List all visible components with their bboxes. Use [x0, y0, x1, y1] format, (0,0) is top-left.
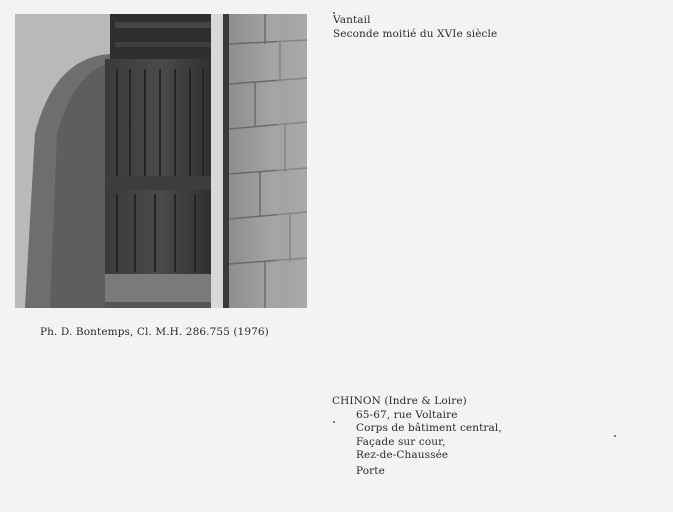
location-city: CHINON (Indre & Loire) — [332, 395, 467, 407]
speck-mark — [614, 435, 616, 437]
speck-mark — [333, 12, 335, 14]
speck-mark — [333, 421, 335, 423]
object-title: Vantail — [333, 14, 371, 26]
door-photo — [15, 14, 307, 308]
location-block — [332, 395, 502, 478]
photo-credit: Ph. D. Bontemps, Cl. M.H. 286.755 (1976) — [40, 326, 269, 338]
location-element: Porte — [356, 464, 385, 477]
location-building: Corps de bâtiment central, — [356, 422, 502, 434]
location-facade: Façade sur cour, — [356, 435, 446, 448]
location-floor: Rez-de-Chaussée — [356, 449, 449, 461]
wooden-door-photo-icon — [15, 14, 307, 308]
object-date: Seconde moitié du XVIe siècle — [333, 27, 498, 40]
title-block — [333, 14, 497, 41]
location-address: 65-67, rue Voltaire — [356, 408, 458, 421]
